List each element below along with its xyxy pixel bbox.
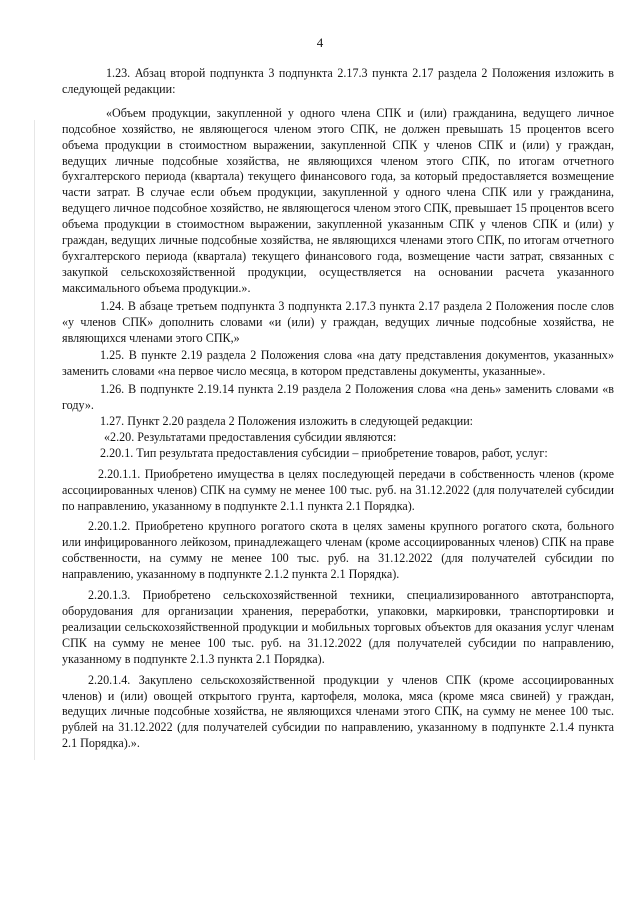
page-number: 4: [316, 35, 324, 50]
paragraph-2-20-1-2: 2.20.1.2. Приобретено крупного рогатого скота в целях замены крупного рогатого скота, больного или инфицированного лейкозом, принадлежащего членам (кроме ассоциированных членов) СПК на праве собственности, на сумму не менее 100 тыс. руб. на 31.12.2022 (для получателей субсидии по направлению, указанному в подпункте 2.1.2 пункта 2.1 Порядка).: [62, 519, 614, 582]
paragraph-1-27: 1.27. Пункт 2.20 раздела 2 Положения изложить в следующей редакции:: [100, 414, 474, 429]
paragraph-1-24: 1.24. В абзаце третьем подпункта 3 подпункта 2.17.3 пункта 2.17 раздела 2 Положения после слов «у членов СПК» дополнить словами «и (или) у граждан, ведущих личные подсобные хозяйства, не являющихся членами этого СПК,»: [62, 298, 614, 345]
paragraph-1-26: 1.26. В подпункте 2.19.14 пункта 2.19 раздела 2 Положения слова «на день» заменить словами «в году».: [62, 382, 614, 413]
paragraph-1-23-quote: «Объем продукции, закупленной у одного члена СПК и (или) гражданина, ведущего личное подсобное хозяйство, не являющегося членом этого СПК, не должен превышать 15 процентов всего объема продукции в стоимостном выражении, закупленной СПК у членов СПК и (или) у граждан, ведущих личные подсобные хозяйства, не являющихся членом этого СПК, по итогам отчетного бухгалтерского периода (квартала) текущего финансового года, за который предоставляется возмещение части затрат. В случае если объем продукции, закупленной у одного члена СПК или у гражданина, ведущего личное подсобное хозяйство, не являющегося членом этого СПК, превышает 15 процентов всего объема продукции в стоимостном выражении, закупленной указанным СПК у членов СПК и (или) у граждан, ведущих личные подсобные хозяйства, не являющихся членами этого СПК, по итогам отчетного бухгалтерского периода (квартала) текущего финансового года, возмещение части затрат, связанных с закупкой сельскохозяйственной продукции, осуществляется на основании расчета указанного максимального объема продукции.».: [62, 105, 614, 295]
document-body: [62, 66, 614, 752]
scan-edge-shadow: [34, 120, 35, 760]
paragraph-2-20-1-4: 2.20.1.4. Закуплено сельскохозяйственной продукции у членов СПК (кроме ассоциированных членов) и (или) овощей открытого грунта, картофеля, молока, мяса (кроме мяса свиней) у граждан, ведущих личные подсобные хозяйства, не являющихся членами этого СПК, на сумму не менее 100 тыс. рублей на 31.12.2022 (для получателей субсидии по направлению, указанному в подпункте 2.1.4 пункта 2.1 Порядка).».: [62, 672, 614, 751]
paragraph-2-20-1: 2.20.1. Тип результата предоставления субсидии – приобретение товаров, работ, услуг:: [100, 445, 548, 460]
paragraph-2-20: «2.20. Результатами предоставления субсидии являются:: [104, 429, 397, 444]
paragraph-2-20-1-3: 2.20.1.3. Приобретено сельскохозяйственной техники, специализированного автотранспорта, оборудования для организации хранения, переработки, упаковки, маркировки, транспортировки и реализации сельскохозяйственной продукции и мобильных торговых объектов для оказания услуг членам СПК на сумму не менее 100 тыс. руб. на 31.12.2022 (для получателей субсидии по направлению, указанному в подпункте 2.1.3 пункта 2.1 Порядка).: [62, 588, 614, 666]
paragraph-1-25: 1.25. В пункте 2.19 раздела 2 Положения слова «на дату представления документов, указанных» заменить словами «на первое число месяца, в котором представлены документы, указанные».: [62, 348, 614, 379]
paragraph-2-20-1-1: 2.20.1.1. Приобретено имущества в целях последующей передачи в собственность членов (кроме ассоциированных членов) СПК на сумму не менее 100 тыс. руб. на 31.12.2022 (для получателей субсидии по направлению, указанному в подпункте 2.1.1 пункта 2.1 Порядка).: [62, 466, 614, 513]
paragraph-1-23: 1.23. Абзац второй подпункта 3 подпункта 2.17.3 пункта 2.17 раздела 2 Положения изложить в следующей редакции:: [62, 66, 614, 96]
